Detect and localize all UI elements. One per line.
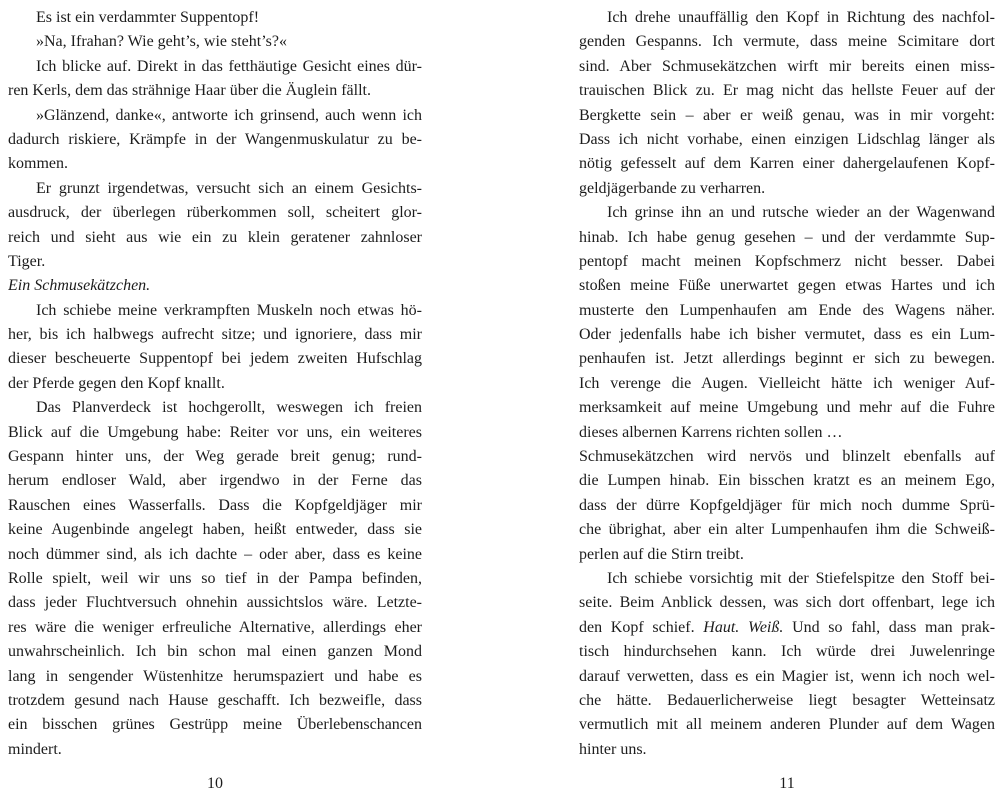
text-line: Blick auf die Umgebung habe: Reiter vor uns, ein weiteres — [8, 423, 422, 441]
text-line: Rolle spielt, weil wir uns so tief in der Pampa befinden, — [8, 569, 422, 587]
text-line: noch dümmer sind, als ich dachte – oder aber, dass es keine — [8, 545, 422, 563]
text-line: lang in sengender Wüstenhitze herumspaziert und habe es — [8, 667, 422, 685]
text-line: kommen. — [8, 155, 68, 173]
text-line: den Kopf schief. Haut. Weiß. Und so fahl, dass man prak- — [579, 618, 995, 636]
text-line: hinter uns. — [579, 740, 647, 758]
text-line: Ein Schmusekätzchen. — [8, 277, 151, 295]
text-line: »Na, Ifrahan? Wie geht’s, wie steht’s?« — [36, 33, 287, 51]
text-line: ein bisschen grünes Gestrüpp meine Überlebenschancen — [8, 716, 422, 734]
text-line: reich und sieht aus wie ein zu klein geratener zahnloser — [8, 228, 422, 246]
text-line: die Lumpen hinab. Ein bisschen kratzt es an meinem Ego, — [579, 472, 995, 490]
page-number: 11 — [779, 775, 795, 792]
text-line: Ich schiebe vorsichtig mit der Stiefelspitze den Stoff bei- — [607, 569, 995, 587]
text-line: seite. Beim Anblick dessen, was sich dort offenbart, lege ich — [579, 594, 995, 612]
text-line: ren Kerls, dem das strähnige Haar über die Äuglein fällt. — [8, 82, 371, 100]
text-line: tisch hindurchsehen kann. Ich würde drei Juwelenringe — [579, 643, 995, 661]
text-line: penhaufen ist. Jetzt allerdings beginnt er sich zu bewegen. — [579, 350, 995, 368]
text-line: trauischen Blick zu. Er mag nicht das hellste Feuer auf der — [579, 82, 995, 100]
text-line: mindert. — [8, 740, 62, 758]
text-line: her, bis ich halbwegs aufrecht sitze; und ignoriere, dass mir — [8, 326, 422, 344]
text-line: Oder jedenfalls habe ich bisher vermutet, dass es ein Lum- — [579, 326, 995, 344]
text-line: »Glänzend, danke«, antworte ich grinsend, auch wenn ich — [36, 106, 422, 124]
text-line: Ich drehe unauffällig den Kopf in Richtung des nachfol- — [607, 9, 995, 26]
text-line: Ich blicke auf. Direkt in das fetthäutige Gesicht eines dür- — [36, 57, 422, 75]
text-line: merksamkeit auf meine Umgebung und mehr auf die Fuhre — [579, 399, 995, 417]
text-line: Tiger. — [8, 252, 46, 270]
text-line: herum endloser Wald, aber irgendwo in der Ferne das — [8, 472, 422, 490]
text-line: hinab. Ich habe genug gesehen – und der verdammte Sup- — [579, 228, 995, 246]
text-line: pentopf macht meinen Kopfschmerz nicht besser. Dabei — [579, 252, 995, 270]
text-line: Das Planverdeck ist hochgerollt, weswegen ich freien — [36, 399, 422, 417]
text-line: dieser bescheuerte Suppentopf bei jedem zweiten Hufschlag — [8, 350, 422, 368]
page-right — [500, 0, 1000, 800]
text-line: darauf verwetten, dass es ein Magier ist, wenn ich noch wel- — [579, 667, 995, 685]
text-line: genden Gespanns. Ich vermute, dass meine Scimitare dort — [579, 33, 995, 51]
text-line: Bergkette sein – aber er weiß genau, was in mir vorgeht: — [579, 106, 995, 124]
text-line: Dass ich nicht vorhabe, einen einzigen Lidschlag länger als — [579, 130, 995, 148]
text-line: res wäre die weniger erfreuliche Alternative, allerdings eher — [8, 618, 422, 636]
text-line: dass der dürre Kopfgeldjäger für mich noch dumme Sprü- — [579, 496, 995, 514]
text-line: ausdruck, der überlegen rüberkommen soll, scheitert glor- — [8, 204, 422, 222]
text-line: Gespann hinter uns, der Weg gerade breit genug; rund- — [8, 448, 422, 466]
text-line: musterte den Lumpenhaufen am Ende des Wagens näher. — [579, 301, 995, 319]
text-line: Ich grinse ihn an und rutsche wieder an der Wagenwand — [607, 204, 995, 222]
text-line: nötig gefesselt auf dem Karren einer dahergelaufenen Kopf- — [579, 155, 995, 173]
text-line: der Pferde gegen den Kopf knallt. — [8, 374, 225, 392]
text-line: dieses albernen Karrens richten sollen … — [579, 423, 843, 441]
text-line: perlen auf die Stirn treibt. — [579, 545, 744, 563]
text-line: Ich schiebe meine verkrampften Muskeln noch etwas hö- — [36, 301, 422, 319]
page-text — [8, 6, 422, 762]
text-line: keine Augenbinde angelegt haben, heißt entweder, dass sie — [8, 521, 422, 539]
page-text — [579, 6, 995, 762]
text-line: sind. Aber Schmusekätzchen wirft mir bereits einen miss- — [579, 57, 995, 75]
text-line: che übrighat, aber ein alter Lumpenhaufen ihm die Schweiß- — [579, 521, 995, 539]
text-line: stoßen meine Füße unerwartet gegen etwas Hartes und ich — [579, 277, 995, 295]
text-line: Er grunzt irgendetwas, versucht sich an einem Gesichts- — [36, 179, 422, 197]
text-line: dass jeder Fluchtversuch ohnehin aussichtslos wäre. Letzte- — [8, 594, 422, 612]
text-line: unwahrscheinlich. Ich bin schon mal einen ganzen Mond — [8, 643, 422, 661]
text-line: Es ist ein verdammter Suppentopf! — [36, 9, 260, 26]
text-line: che hätte. Bedauerlicherweise liegt besagter Wetteinsatz — [579, 691, 995, 709]
text-line: geldjägerbande zu verharren. — [579, 179, 766, 197]
text-line: trotzdem gesund nach Hause geschafft. Ich bezweifle, dass — [8, 691, 422, 709]
text-line: Schmusekätzchen wird nervös und blinzelt ebenfalls auf — [579, 448, 995, 466]
text-line: Ich verenge die Augen. Vielleicht hätte ich weniger Auf- — [579, 374, 995, 392]
text-line: Rauschen eines Wasserfalls. Dass die Kopfgeldjäger mir — [8, 496, 422, 514]
page-number: 10 — [207, 775, 223, 792]
text-line: dadurch riskiere, Krämpfe in der Wangenmuskulatur zu be- — [8, 130, 422, 148]
text-line: vermutlich mit all meinem anderen Plunder auf dem Wagen — [579, 716, 995, 734]
